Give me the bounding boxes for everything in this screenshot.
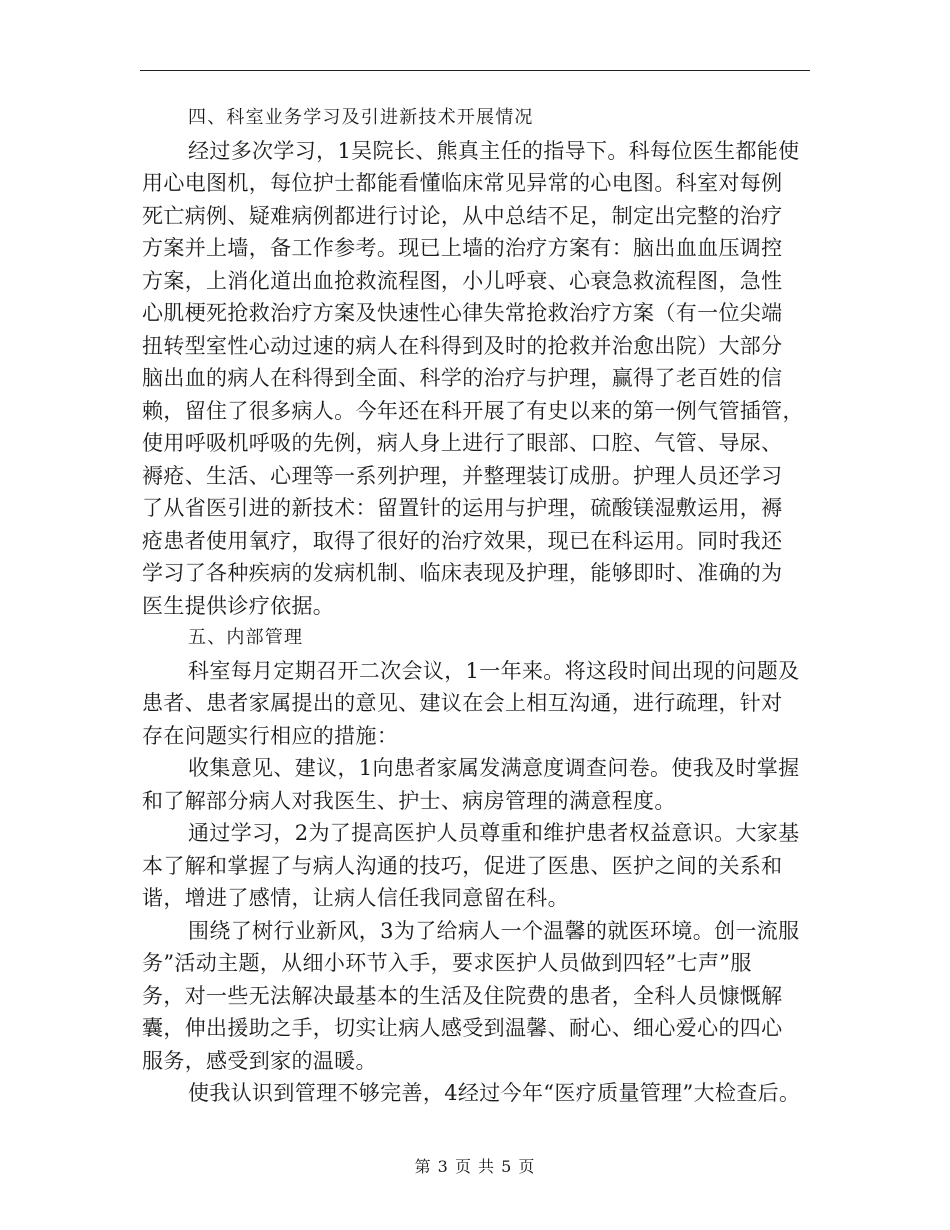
text-line: 心肌梗死抢救治疗方案及快速性心律失常抢救治疗方案（有一位尖端: [142, 301, 783, 325]
text-line: 务”活动主题，从细小环节入手，要求医护人员做到四轻”七声”服: [142, 951, 752, 975]
text-line: 本了解和掌握了与病人沟通的技巧，促进了医患、医护之间的关系和: [142, 853, 783, 878]
text-line: 死亡病例、疑难病例都进行讨论，从中总结不足，制定出完整的治疗: [142, 203, 783, 228]
text-line: 和了解部分病人对我医生、护士、病房管理的满意程度。: [142, 788, 676, 813]
text-line: 存在问题实行相应的措施：: [142, 723, 399, 748]
heading-line: 四、科室业务学习及引进新技术开展情况: [188, 107, 534, 128]
text-line: 医生提供诊疗依据。: [142, 593, 335, 618]
text-line: 脑出血的病人在科得到全面、科学的治疗与护理，赢得了老百姓的信: [142, 366, 783, 390]
text-line: 方案并上墙，备工作参考。现已上墙的治疗方案有：脑出血血压调控: [142, 236, 783, 260]
text-line: 方案，上消化道出血抢救流程图，小儿呼衰、心衰急救流程图，急性: [142, 268, 783, 293]
document-body: [142, 102, 814, 1110]
text-line: 赖，留住了很多病人。今年还在科开展了有史以来的第一例气管插管，: [142, 398, 804, 423]
page-footer: 第 3 页 共 5 页: [414, 1157, 536, 1176]
text-line: 囊，伸出援助之手，切实让病人感受到温馨、耐心、细心爱心的四心: [142, 1016, 783, 1040]
text-line: 收集意见、建议，1向患者家属发满意度调查问卷。使我及时掌握: [188, 756, 800, 780]
text-line: 谐，增进了感情，让病人信任我同意留在科。: [142, 886, 569, 910]
text-line: 用心电图机，每位护士都能看懂临床常见异常的心电图。科室对每例: [142, 171, 783, 195]
text-line: 使用呼吸机呼吸的先例，病人身上进行了眼部、口腔、气管、导尿、: [142, 431, 783, 455]
text-line: 务，对一些无法解决最基本的生活及住院费的患者，全科人员慷慨解: [142, 983, 783, 1008]
paragraph: [142, 135, 814, 623]
text-line: 经过多次学习，1吴院长、熊真主任的指导下。科每位医生都能使: [188, 138, 800, 163]
paragraph: [142, 1077, 814, 1110]
text-line: 扭转型室性心动过速的病人在科得到及时的抢救并治愈出院）大部分: [142, 333, 783, 358]
text-line: 围绕了树行业新风，3为了给病人一个温馨的就医环境。创一流服: [188, 918, 800, 943]
text-line: 患者、患者家属提出的意见、建议在会上相互沟通，进行疏理，针对: [142, 691, 783, 715]
paragraph: [142, 752, 814, 817]
text-line: 疮患者使用氧疗，取得了很好的治疗效果，现已在科运用。同时我还: [142, 528, 783, 553]
text-line: 了从省医引进的新技术：留置针的运用与护理，硫酸镁湿敷运用，褥: [142, 496, 783, 520]
text-line: 科室每月定期召开二次会议，1一年来。将这段时间出现的问题及: [188, 658, 800, 683]
section-heading: [142, 622, 814, 655]
text-line: 褥疮、生活、心理等一系列护理，并整理装订成册。护理人员还学习: [142, 463, 783, 488]
section-heading: [142, 102, 814, 135]
header-rule: [140, 70, 810, 71]
text-line: 学习了各种疾病的发病机制、临床表现及护理，能够即时、准确的为: [142, 561, 783, 585]
paragraph: [142, 655, 814, 753]
paragraph: [142, 817, 814, 915]
paragraph: [142, 915, 814, 1078]
heading-line: 五、内部管理: [188, 627, 304, 648]
text-line: 服务，感受到家的温暖。: [142, 1048, 377, 1073]
text-line: 通过学习，2为了提高医护人员尊重和维护患者权益意识。大家基: [188, 821, 800, 845]
text-line: 使我认识到管理不够完善，4经过今年“医疗质量管理”大检查后。: [188, 1081, 801, 1105]
